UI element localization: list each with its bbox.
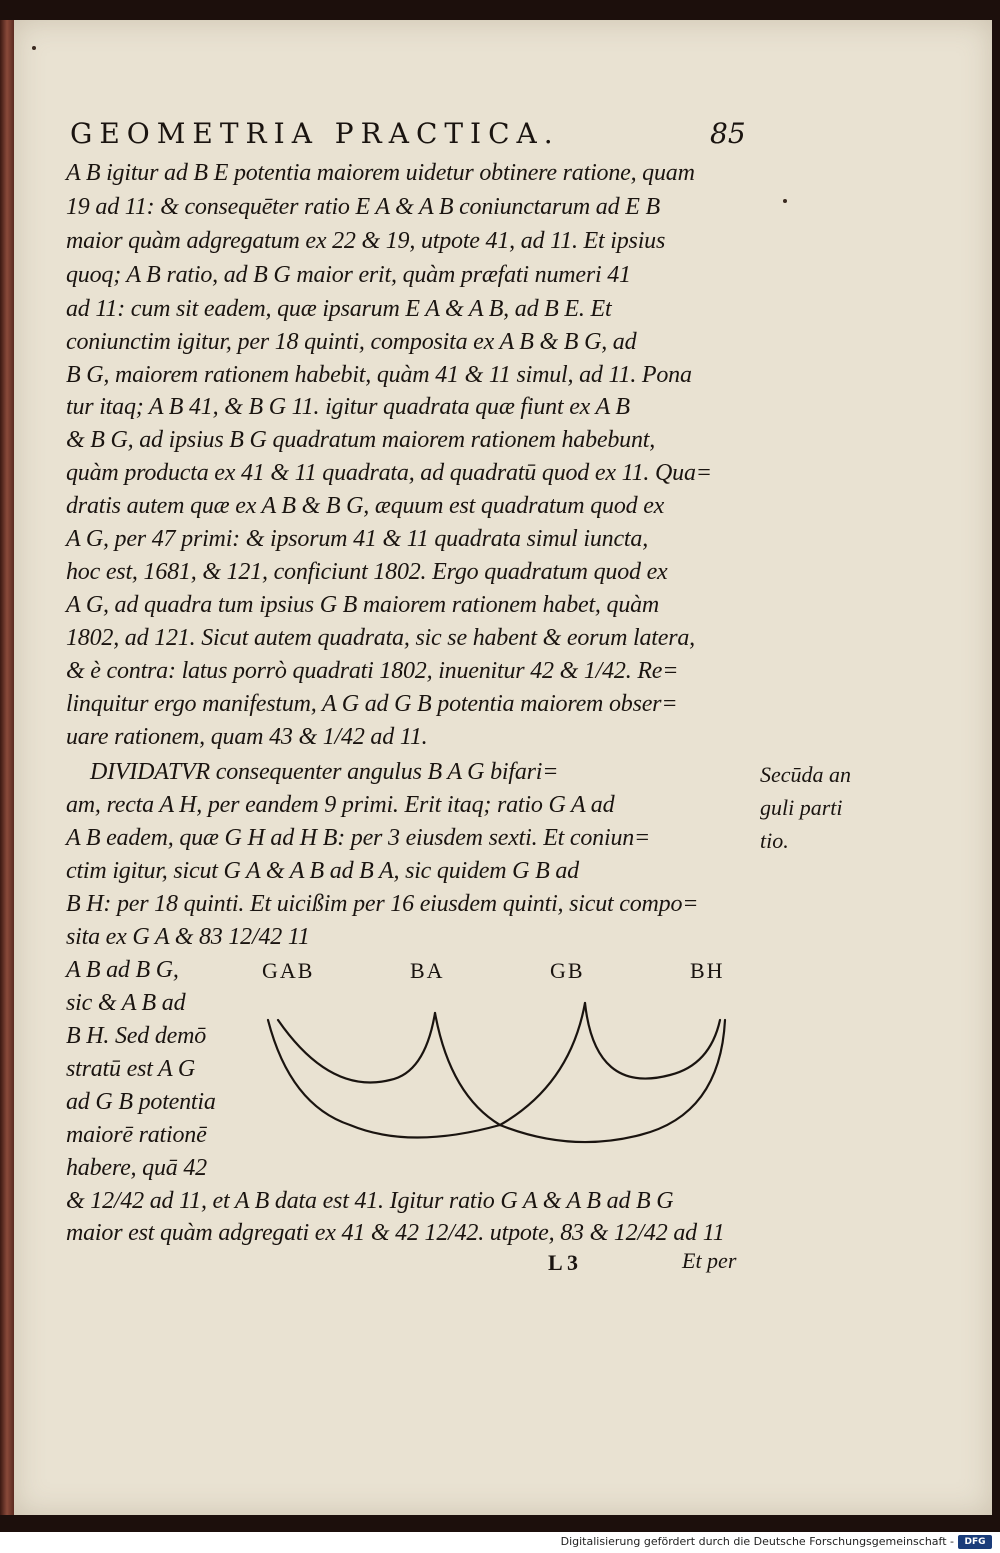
page-number: 85	[710, 117, 746, 150]
text-line: maiorē rationē	[66, 1122, 207, 1148]
text-line: quàm producta ex 41 & 11 quadrata, ad quadratū quod ex 11. Qua=	[66, 460, 712, 486]
text-line: dratis autem quæ ex A B & B G, æquum est quadratum quod ex	[66, 493, 665, 519]
text-line: stratū est A G	[66, 1056, 196, 1082]
text-line: A G, per 47 primi: & ipsorum 41 & 11 quadrata simul iuncta,	[66, 526, 648, 552]
ink-spot	[783, 199, 787, 203]
running-title: GEOMETRIA PRACTICA.	[70, 117, 560, 150]
text-line: maior est quàm adgregati ex 41 & 42 12/42. utpote, 83 & 12/42 ad 11	[66, 1220, 725, 1246]
ink-spot	[32, 46, 36, 50]
text-line: B G, maiorem rationem habebit, quàm 41 & 11 simul, ad 11. Pona	[66, 362, 692, 388]
text-line: coniunctim igitur, per 18 quinti, composita ex A B & B G, ad	[66, 329, 637, 355]
text-line: sita ex G A & 83 12/42 11	[66, 924, 310, 950]
intersecting-arcs-figure	[250, 985, 740, 1165]
figure-label: BH	[690, 958, 725, 983]
text-line: sic & A B ad	[66, 990, 186, 1016]
arc-left-inner	[278, 1013, 435, 1083]
text-line: hoc est, 1681, & 121, conficiunt 1802. Ergo quadratum quod ex	[66, 559, 668, 585]
funding-credit: Digitalisierung gefördert durch die Deutsche Forschungsgemeinschaft -	[560, 1535, 954, 1548]
figure-label: GAB	[262, 958, 315, 983]
catchword: Et per	[682, 1248, 737, 1273]
text-line: tur itaq; A B 41, & B G 11. igitur quadrata quæ fiunt ex A B	[66, 394, 630, 420]
arc-right-outer	[500, 1020, 725, 1142]
dfg-logo: DFG	[958, 1535, 992, 1549]
arc-right-inner	[585, 1003, 720, 1079]
margin-note-line: tio.	[760, 828, 789, 853]
text-line: uare rationem, quam 43 & 1/42 ad 11.	[66, 724, 428, 750]
text-line: quoq; A B ratio, ad B G maior erit, quàm præfati numeri 41	[66, 262, 631, 288]
text-line: A G, ad quadra tum ipsius G B maiorem rationem habet, quàm	[66, 592, 660, 618]
text-line: ad G B potentia	[66, 1089, 216, 1115]
text-line: ad 11: cum sit eadem, quæ ipsarum E A & A B, ad B E. Et	[66, 296, 612, 322]
text-line: linquitur ergo manifestum, A G ad G B potentia maiorem obser=	[66, 691, 678, 717]
margin-note-line: Secūda an	[760, 762, 852, 787]
text-line: habere, quā 42	[66, 1155, 207, 1181]
signature-mark: L 3	[548, 1250, 578, 1275]
arc-center-left	[435, 1013, 500, 1125]
text-line: A B igitur ad B E potentia maiorem uidetur obtinere ratione, quam	[66, 160, 695, 186]
figure-label: GB	[550, 958, 585, 983]
text-line: & è contra: latus porrò quadrati 1802, inuenitur 42 & 1/42. Re=	[66, 658, 679, 684]
text-line: maior quàm adgregatum ex 22 & 19, utpote 41, ad 11. Et ipsius	[66, 228, 666, 254]
text-line: 1802, ad 121. Sicut autem quadrata, sic se habent & eorum latera,	[66, 625, 695, 651]
text-line: B H. Sed demō	[66, 1023, 207, 1049]
arc-left-outer	[268, 1020, 500, 1138]
arc-center-right	[500, 1003, 585, 1125]
text-line: A B ad B G,	[66, 957, 179, 983]
text-line: DIVIDATVR consequenter angulus B A G bifari=	[90, 759, 559, 785]
text-line: B H: per 18 quinti. Et uicißim per 16 eiusdem quinti, sicut compo=	[66, 891, 699, 917]
text-line: ctim igitur, sicut G A & A B ad B A, sic quidem G B ad	[66, 858, 579, 884]
book-edge	[0, 20, 14, 1515]
margin-note-line: guli parti	[760, 795, 843, 820]
text-line: 19 ad 11: & consequēter ratio E A & A B coniunctarum ad E B	[66, 194, 660, 220]
text-line: am, recta A H, per eandem 9 primi. Erit itaq; ratio G A ad	[66, 792, 615, 818]
footer-bar	[0, 1532, 1000, 1553]
text-line: A B eadem, quæ G H ad H B: per 3 eiusdem sexti. Et coniun=	[66, 825, 651, 851]
text-line: & 12/42 ad 11, et A B data est 41. Igitur ratio G A & A B ad B G	[66, 1188, 674, 1214]
text-line: & B G, ad ipsius B G quadratum maiorem rationem habebunt,	[66, 427, 656, 453]
figure-label: BA	[410, 958, 445, 983]
